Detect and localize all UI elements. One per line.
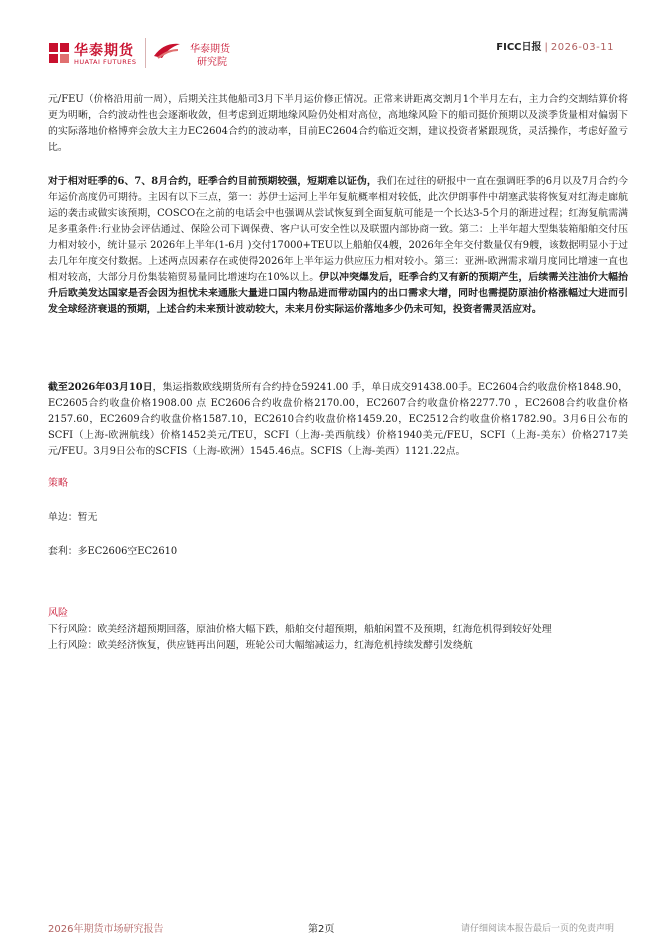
page-number: 第2页 (308, 924, 335, 935)
paragraph-peak-season (48, 174, 628, 318)
risk-heading: 风险 (48, 608, 68, 619)
institute-subtitle: 研究院 (197, 57, 227, 68)
section-spacer (48, 318, 628, 380)
report-body (48, 92, 628, 654)
institute-logo-icon (152, 40, 182, 60)
report-date: 2026-03-11 (550, 42, 614, 53)
paragraph-market-data (48, 380, 628, 460)
footer-report-title: 2026年期货市场研究报告 (48, 924, 164, 935)
disclaimer-note: 请仔细阅读本报告最后一页的免责声明 (460, 924, 614, 934)
risk-downside: 下行风险：欧美经济超预期回落，原油价格大幅下跌，船舶交付超预期，船舶闲置不及预期，红海危机得到较好处理 (48, 624, 552, 635)
strategy-single: 单边：暂无 (48, 512, 98, 523)
paragraph-ec2604-outlook: 元/FEU（价格沿用前一周），后期关注其他船司3月下半月运价修正情况。正常来讲距离交割月1个半月左右，主力合约交割结算价将更为明晰，合约波动性也会逐渐收敛，但考虑到近期地缘风险仍处相对高位，高地缘风险下的船司挺价预期以及淡季货量相对偏弱下的实际落地价格博弈会放大主力EC2604合约的波动率，目前EC2604合约临近交割，建议投资者紧跟现货，灵活操作，考虑好盈亏比。 (48, 94, 628, 153)
market-data-date: 截至2026年03月10日 (48, 382, 153, 393)
page-header (0, 0, 662, 72)
report-type: FICC日报 (496, 42, 542, 53)
peak-season-reasons: 我们在过往的研报中一直在强调旺季的6月以及7月合约今年运价高度仍可期待。主因有以下三点，第一：苏伊士运河上半年复航概率相对较低，此次伊朗事件中胡塞武装将恢复对红海走廊航运的袭击或做实该预期，COSCO在之前的电话会中也强调从尝试恢复到全面复航可能是一个长达3-5个月的渐进过程；红海复航需满足多重条件:行业协会评估通过、保险公司下调保费、客户认可安全性以及联盟内部协商一致。第二：上半年超大型集装箱船舶交付压力相对较小，统计显示 2026年上半年(1-6月 )交付17000+TEU以上船舶仅4艘，2026年全年交付数量仅有9艘，该数据明显小于过去几年年度交付数据。上述两点因素存在或使得2026年上半年运力供应压力相对较小。第三：亚洲-欧洲需求端月度同比增速一直也相对较高，大部分月份集装箱贸易量同比增速均在10%以上。 (48, 176, 628, 283)
meta-separator: | (544, 42, 548, 53)
market-data-text: ，集运指数欧线期货所有合约持仓59241.00 手，单日成交91438.00手。EC2604合约收盘价格1848.90，EC2605合约收盘价格1908.00 点 EC2606合约收盘价格2170.00，EC2607合约收盘价格2277.70 ，EC2608合约收盘价格2157.60，EC2609合约收盘价格1587.10，EC2610合约收盘价格1459.20，EC2512合约收盘价格1782.90。3月6日公布的SCFI（上海-欧洲航线）价格1452美元/TEU，SCFI（上海-美西航线）价格1940美元/FEU，SCFI（上海-美东）价格2717美元/FEU。3月9日公布的SCFIS（上海-欧洲）1545.46点。SCFIS（上海-美西）1121.22点。 (48, 382, 629, 457)
institute-name: 华泰期货 (190, 44, 230, 55)
peak-season-conclusion: 伊以冲突爆发后，旺季合约又有新的预期产生，后续需关注油价大幅抬升后欧美发达国家是否会因为担忧未来通胀大量进口国内物品进而带动国内的出口需求大增，同时也需提防原油价格涨幅过大进而引发全球经济衰退的预期，上述合约未来预计波动较大，未来月份实际运价落地多少仍未可知，投资者需灵活应对。 (48, 272, 628, 315)
strategy-arbitrage: 套利：多EC2606空EC2610 (48, 546, 178, 557)
report-meta (496, 38, 614, 53)
peak-season-lead: 对于相对旺季的6、7、8月合约，旺季合约目前预期较强，短期难以证伪， (48, 176, 377, 187)
brand-name-cn: 华泰期货 (74, 43, 134, 59)
risk-upside: 上行风险：欧美经济恢复，供应链再出问题，班轮公司大幅缩减运力，红海危机持续发酵引发绕航 (48, 640, 473, 651)
header-divider (145, 38, 146, 68)
huatai-logo-icon (48, 42, 70, 64)
page-footer (0, 912, 662, 936)
strategy-heading: 策略 (48, 478, 68, 489)
brand-name-en: HUATAI FUTURES (74, 58, 137, 66)
